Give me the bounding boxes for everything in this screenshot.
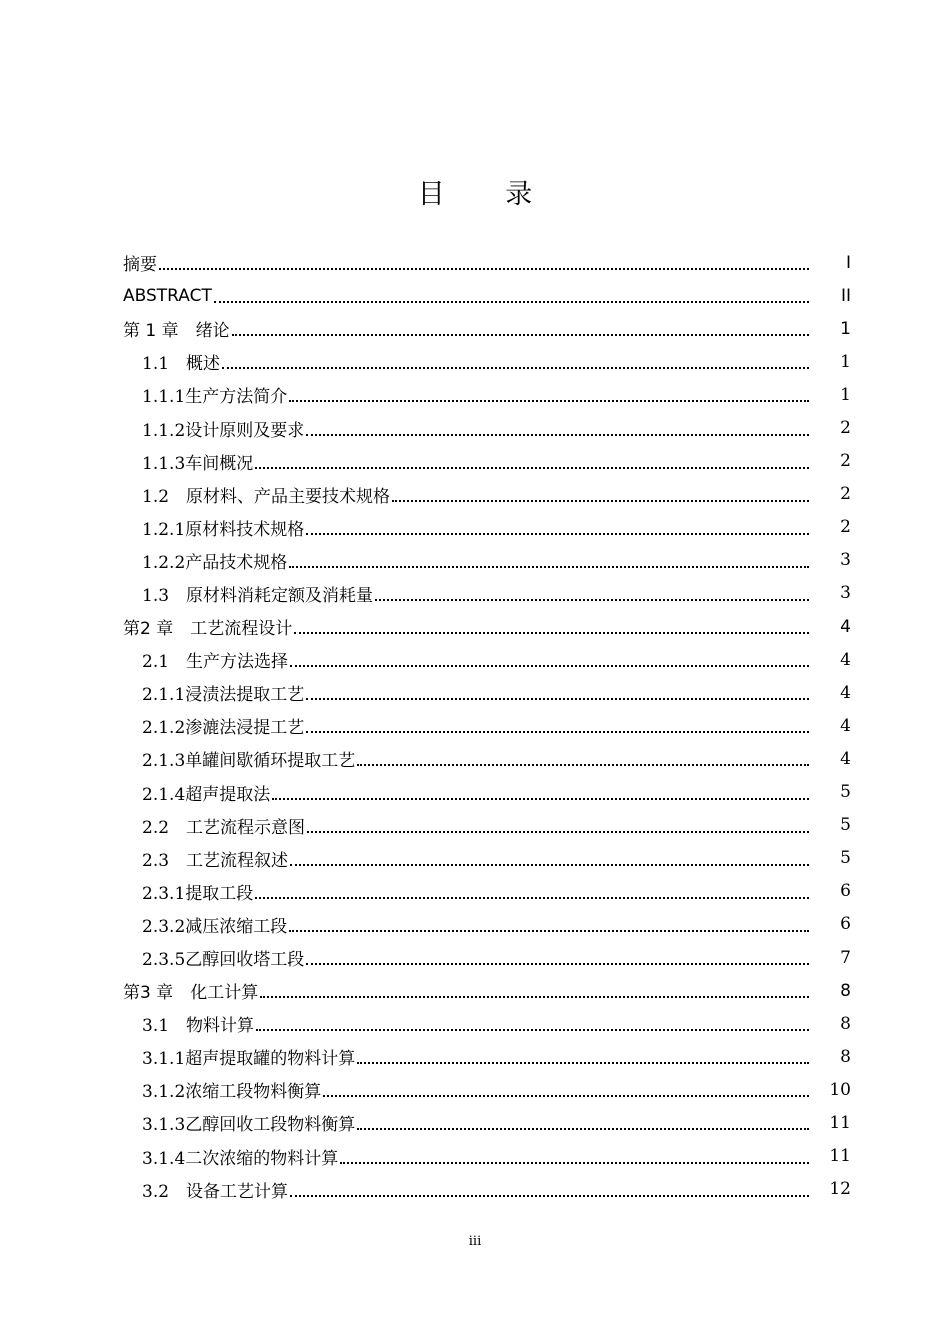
dot-leader [290,1178,809,1197]
dot-leader [272,781,809,800]
toc-entry-page: 8 [840,1013,851,1034]
dot-leader [289,549,809,568]
toc-entry-page: 2 [840,484,851,505]
toc-entry-page: 2 [840,418,851,439]
toc-entry[interactable] [123,676,851,709]
toc-entry-label: ABSTRACT [123,285,212,306]
dot-leader [294,615,809,634]
toc-entry-label: 摘要 [123,255,157,276]
dot-leader [375,582,809,601]
toc-entry-label: 3.2 设备工艺计算 [142,1181,289,1202]
toc-entry-label: 1.1.1生产方法简介 [142,387,288,408]
dot-leader [357,1111,809,1130]
toc-entry-label: 3.1.2浓缩工段物料衡算 [142,1082,322,1103]
toc-entry-label: 第3 章 化工计算 [123,983,259,1004]
toc-entry[interactable] [123,1040,851,1073]
toc-entry-label: 1.1.3车间概况 [142,453,254,474]
toc-entry[interactable] [123,643,851,676]
toc-entry[interactable] [123,445,851,478]
toc-entry-label: 1.2.1原材料技术规格 [142,519,305,540]
toc-entry-page: 11 [829,1146,851,1167]
toc-entry-label: 2.3.5乙醇回收塔工段 [142,950,305,971]
toc-entry-page: 1 [840,351,851,372]
toc-entry[interactable] [123,1007,851,1040]
toc-entry[interactable] [123,1073,851,1106]
toc-entry[interactable] [123,279,851,312]
toc-entry-page: 11 [829,1112,851,1133]
toc-entry[interactable] [123,974,851,1007]
dot-leader [232,317,809,336]
page-number: iii [468,1234,482,1249]
toc-entry-page: 2 [840,517,851,538]
dot-leader [159,251,809,270]
dot-leader [289,383,809,402]
toc-entry[interactable] [123,941,851,974]
toc-entry-page: 5 [840,815,851,836]
toc-entry-page: 12 [829,1179,851,1200]
toc-entry-label: 2.1.2渗漉法浸提工艺 [142,718,305,739]
toc-entry-label: 2.3 工艺流程叙述 [142,850,289,871]
toc-entry-page: 3 [840,583,851,604]
toc-entry-page: I [845,252,851,273]
dot-leader [260,979,809,998]
toc-entry-page: 1 [840,384,851,405]
dot-leader [392,483,809,502]
toc-entry-label: 2.3.2减压浓缩工段 [142,916,288,937]
toc-entry[interactable] [123,544,851,577]
toc-entry[interactable] [123,908,851,941]
toc-entry[interactable] [123,842,851,875]
toc-entry[interactable] [123,709,851,742]
toc-entry[interactable] [123,1140,851,1173]
toc-entry-page: 8 [840,1046,851,1067]
dot-leader [357,747,809,766]
toc-entry[interactable] [123,742,851,775]
toc-entry[interactable] [123,1173,851,1206]
page-title: 目 录 [417,179,559,210]
toc-entry[interactable] [123,378,851,411]
dot-leader [289,913,809,932]
toc-entry[interactable] [123,610,851,643]
toc-entry-page: 3 [840,550,851,571]
toc-entry-label: 1.1 概述 [142,354,221,375]
toc-entry-page: 4 [840,682,851,703]
toc-entry-page: 10 [829,1079,851,1100]
toc-entry-label: 2.3.1提取工段 [142,883,254,904]
toc-entry[interactable] [123,809,851,842]
toc-entry-label: 1.3 原材料消耗定额及消耗量 [142,585,374,606]
dot-leader [340,1145,809,1164]
dot-leader [357,1045,809,1064]
dot-leader [255,880,809,899]
toc-entry-page: 5 [840,782,851,803]
toc-entry-page: 4 [840,748,851,769]
toc-entry-label: 2.1 生产方法选择 [142,652,289,673]
toc-entry-label: 3.1 物料计算 [142,1016,255,1037]
dot-leader [306,714,809,733]
toc-entry-label: 2.1.3单罐间歇循环提取工艺 [142,751,356,772]
toc-entry-page: 6 [840,881,851,902]
toc-entry-label: 2.1.4超声提取法 [142,784,271,805]
toc-entry-label: 3.1.1超声提取罐的物料计算 [142,1049,356,1070]
toc-entry-label: 1.2 原材料、产品主要技术规格 [142,486,391,507]
dot-leader [323,1078,809,1097]
dot-leader [306,681,809,700]
toc-entry[interactable] [123,345,851,378]
dot-leader [290,648,809,667]
toc-entry[interactable] [123,478,851,511]
dot-leader [307,814,809,833]
dot-leader [256,1012,809,1031]
toc-entry-page: 4 [840,649,851,670]
dot-leader [214,284,809,303]
toc-entry-label: 1.2.2产品技术规格 [142,552,288,573]
toc-entry-page: 7 [840,947,851,968]
toc-entry-page: II [840,285,851,306]
toc-entry-page: 4 [840,715,851,736]
toc-entry-label: 2.2 工艺流程示意图 [142,817,306,838]
dot-leader [306,946,809,965]
toc-entry-label: 3.1.3乙醇回收工段物料衡算 [142,1115,356,1136]
toc-entry[interactable] [123,776,851,809]
toc-entry-page: 6 [840,914,851,935]
toc-entry-page: 2 [840,451,851,472]
dot-leader [306,516,809,535]
dot-leader [306,417,809,436]
dot-leader [222,350,809,369]
toc-entry[interactable] [123,312,851,345]
dot-leader [255,450,809,469]
toc-entry-label: 1.1.2设计原则及要求 [142,420,305,441]
toc-entry[interactable] [123,411,851,444]
toc-entry-label: 3.1.4二次浓缩的物料计算 [142,1148,339,1169]
toc-entry[interactable] [123,577,851,610]
toc-entry-page: 8 [840,980,851,1001]
toc-entry-label: 2.1.1浸渍法提取工艺 [142,685,305,706]
table-of-contents [123,246,851,1206]
toc-entry-label: 第2 章 工艺流程设计 [123,619,293,640]
toc-entry[interactable] [123,1106,851,1139]
toc-entry-page: 5 [840,848,851,869]
toc-entry-label: 第 1 章 绪论 [123,321,230,342]
toc-entry[interactable] [123,511,851,544]
toc-entry[interactable] [123,875,851,908]
toc-entry-page: 1 [840,318,851,339]
toc-entry[interactable] [123,246,851,279]
toc-entry-page: 4 [840,616,851,637]
dot-leader [290,847,809,866]
